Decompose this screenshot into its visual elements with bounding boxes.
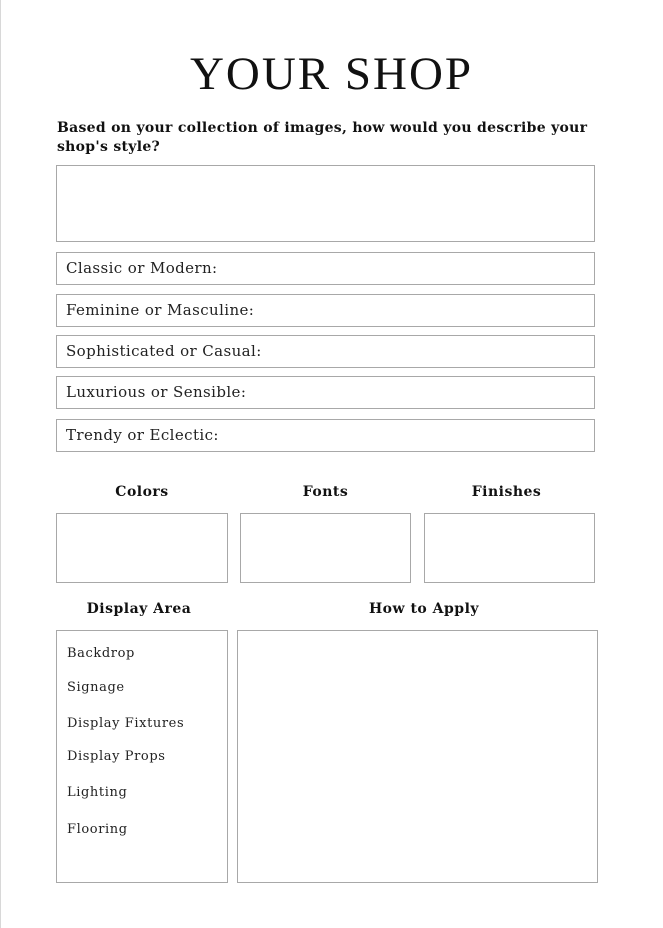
fonts-box[interactable] xyxy=(240,513,411,583)
display-item-display-fixtures: Display Fixtures xyxy=(67,716,185,731)
display-item-lighting: Lighting xyxy=(67,785,128,800)
field-label: Sophisticated or Casual: xyxy=(66,342,262,360)
display-area-heading: Display Area xyxy=(86,601,192,617)
field-classic-modern[interactable] xyxy=(56,252,595,285)
finishes-heading: Finishes xyxy=(471,484,542,500)
style-description-box[interactable] xyxy=(56,165,595,242)
fonts-heading: Fonts xyxy=(302,484,349,500)
field-label: Trendy or Eclectic: xyxy=(66,426,219,444)
field-label: Feminine or Masculine: xyxy=(66,301,255,319)
field-trendy-eclectic[interactable] xyxy=(56,419,595,452)
display-item-display-props: Display Props xyxy=(67,749,166,764)
page-title: YOUR SHOP xyxy=(189,48,474,100)
display-item-backdrop: Backdrop xyxy=(67,646,135,661)
how-to-apply-box[interactable] xyxy=(237,630,598,883)
field-feminine-masculine[interactable] xyxy=(56,294,595,327)
style-question: Based on your collection of images, how would you describe your shop's style? xyxy=(57,120,588,155)
display-item-flooring: Flooring xyxy=(67,822,128,837)
colors-heading: Colors xyxy=(115,484,169,500)
field-luxurious-sensible[interactable] xyxy=(56,376,595,409)
field-sophisticated-casual[interactable] xyxy=(56,335,595,368)
display-item-signage: Signage xyxy=(67,680,125,695)
how-to-apply-heading: How to Apply xyxy=(368,601,480,617)
field-label: Luxurious or Sensible: xyxy=(66,383,247,401)
page-edge-line xyxy=(0,0,1,928)
field-label: Classic or Modern: xyxy=(66,259,218,277)
colors-box[interactable] xyxy=(56,513,228,583)
finishes-box[interactable] xyxy=(424,513,595,583)
